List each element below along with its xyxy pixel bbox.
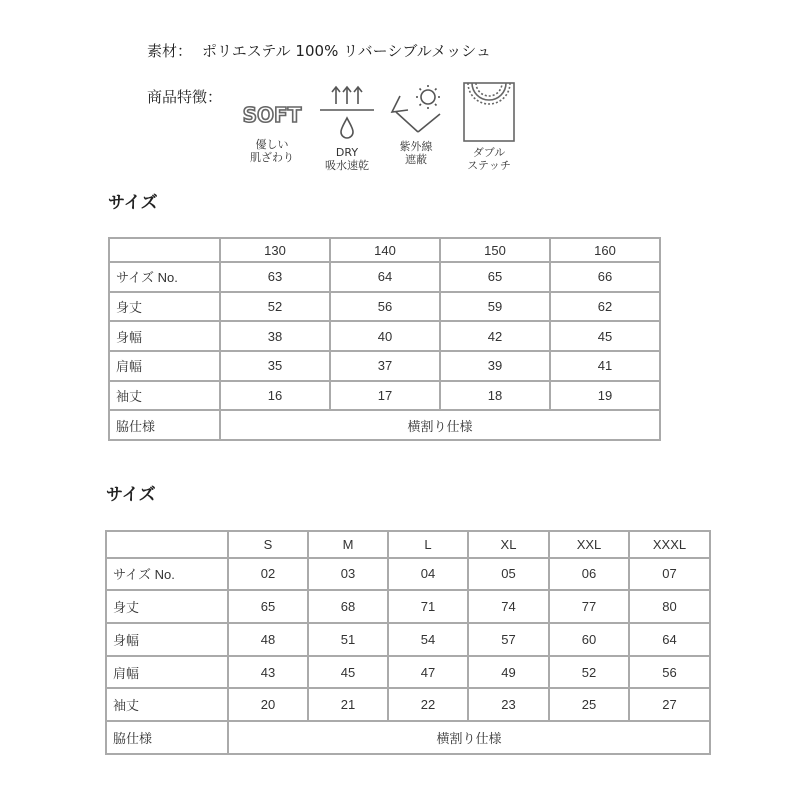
table-row [109,292,660,322]
table-cell: 16 [220,381,330,411]
table-cell: 56 [330,292,440,322]
material-row [147,40,491,61]
feature-soft-line2: 肌ざわり [250,151,294,164]
table-footer-row [109,410,660,440]
table-cell: 03 [308,558,388,591]
table-cell: 40 [330,321,440,351]
table-row [106,688,710,721]
table-cell: 17 [330,381,440,411]
feature-stitch [454,80,524,172]
material-value: ポリエステル 100% リバーシブルメッシュ [202,42,491,60]
row-label: サイズ No. [109,262,220,292]
table-row [106,590,710,623]
row-label: 肩幅 [109,351,220,381]
table-cell: XXXL [629,531,710,558]
table-cell: 130 [220,238,330,262]
table-cell: 07 [629,558,710,591]
table-cell: 48 [228,623,308,656]
table-cell: 05 [468,558,549,591]
material-label: 素材： [147,42,193,60]
table-cell: 64 [330,262,440,292]
table-cell: 56 [629,656,710,689]
feature-uv-line2: 遮蔽 [405,153,427,166]
table-header-row [106,531,710,558]
table-cell: 60 [549,623,629,656]
table-cell: 140 [330,238,440,262]
kids-size-table [108,237,661,441]
table-cell: 45 [550,321,660,351]
table-cell: 71 [388,590,468,623]
table-cell: 68 [308,590,388,623]
table-cell: 45 [308,656,388,689]
table-cell: 51 [308,623,388,656]
table-cell: 06 [549,558,629,591]
table-cell: 74 [468,590,549,623]
table-cell: XXL [549,531,629,558]
feature-uv-line1: 紫外線 [399,140,433,153]
table-cell: 47 [388,656,468,689]
table-cell: 59 [440,292,550,322]
table-cell: 63 [220,262,330,292]
table-cell: 160 [550,238,660,262]
table-cell: 80 [629,590,710,623]
row-label: 身幅 [109,321,220,351]
table-cell: 57 [468,623,549,656]
table-cell: 150 [440,238,550,262]
row-label: 袖丈 [106,688,228,721]
table-cell: 42 [440,321,550,351]
table-cell: 39 [440,351,550,381]
table-cell [106,531,228,558]
feature-uv [386,82,446,166]
table-cell: 64 [629,623,710,656]
table-row [109,321,660,351]
feature-dry-line1: DRY [335,146,359,159]
table-cell: 25 [549,688,629,721]
soft-icon-text: SOFT [242,103,302,127]
table-row [106,656,710,689]
table-cell: S [228,531,308,558]
feature-stitch-line2: ステッチ [467,159,511,172]
table-footer-row [106,721,710,754]
feature-stitch-line1: ダブル [472,146,506,159]
table-cell: 19 [550,381,660,411]
row-label: 袖丈 [109,381,220,411]
table-cell: 18 [440,381,550,411]
adult-size-table [105,530,711,755]
row-label: 身丈 [106,590,228,623]
row-label: 肩幅 [106,656,228,689]
adult-size-title: サイズ [106,485,156,505]
feature-soft-line1: 優しい [255,138,289,151]
row-label: 身幅 [106,623,228,656]
table-cell: 65 [228,590,308,623]
table-header-row [109,238,660,262]
table-cell: 37 [330,351,440,381]
kids-size-title: サイズ [108,193,158,213]
row-label: 脇仕様 [106,721,228,754]
table-cell: 52 [549,656,629,689]
features-label: 商品特徴： [147,88,223,106]
feature-dry [312,82,382,172]
side-spec-value: 横割り仕様 [228,721,710,754]
quick-dry-icon [314,82,380,144]
table-cell: 66 [550,262,660,292]
table-cell: 02 [228,558,308,591]
soft-text-icon [240,88,304,136]
table-row [109,381,660,411]
side-spec-value: 横割り仕様 [220,410,660,440]
row-label: 脇仕様 [109,410,220,440]
table-cell: M [308,531,388,558]
table-row [109,351,660,381]
uv-block-icon [388,82,444,138]
table-cell: 04 [388,558,468,591]
table-cell: 35 [220,351,330,381]
table-cell: XL [468,531,549,558]
row-label: 身丈 [109,292,220,322]
table-row [106,623,710,656]
table-cell: 21 [308,688,388,721]
feature-dry-line2: 吸水速乾 [325,159,369,172]
table-cell: 23 [468,688,549,721]
table-cell: 54 [388,623,468,656]
table-cell: 49 [468,656,549,689]
table-cell: 38 [220,321,330,351]
table-cell: 65 [440,262,550,292]
table-cell: 77 [549,590,629,623]
row-label: サイズ No. [106,558,228,591]
table-cell: 43 [228,656,308,689]
table-cell: 20 [228,688,308,721]
table-row [109,262,660,292]
table-cell: 22 [388,688,468,721]
table-cell [109,238,220,262]
table-cell: 41 [550,351,660,381]
feature-soft [236,88,308,164]
table-row [106,558,710,591]
table-cell: 52 [220,292,330,322]
table-cell: L [388,531,468,558]
double-stitch-icon [458,80,520,144]
table-cell: 27 [629,688,710,721]
table-cell: 62 [550,292,660,322]
